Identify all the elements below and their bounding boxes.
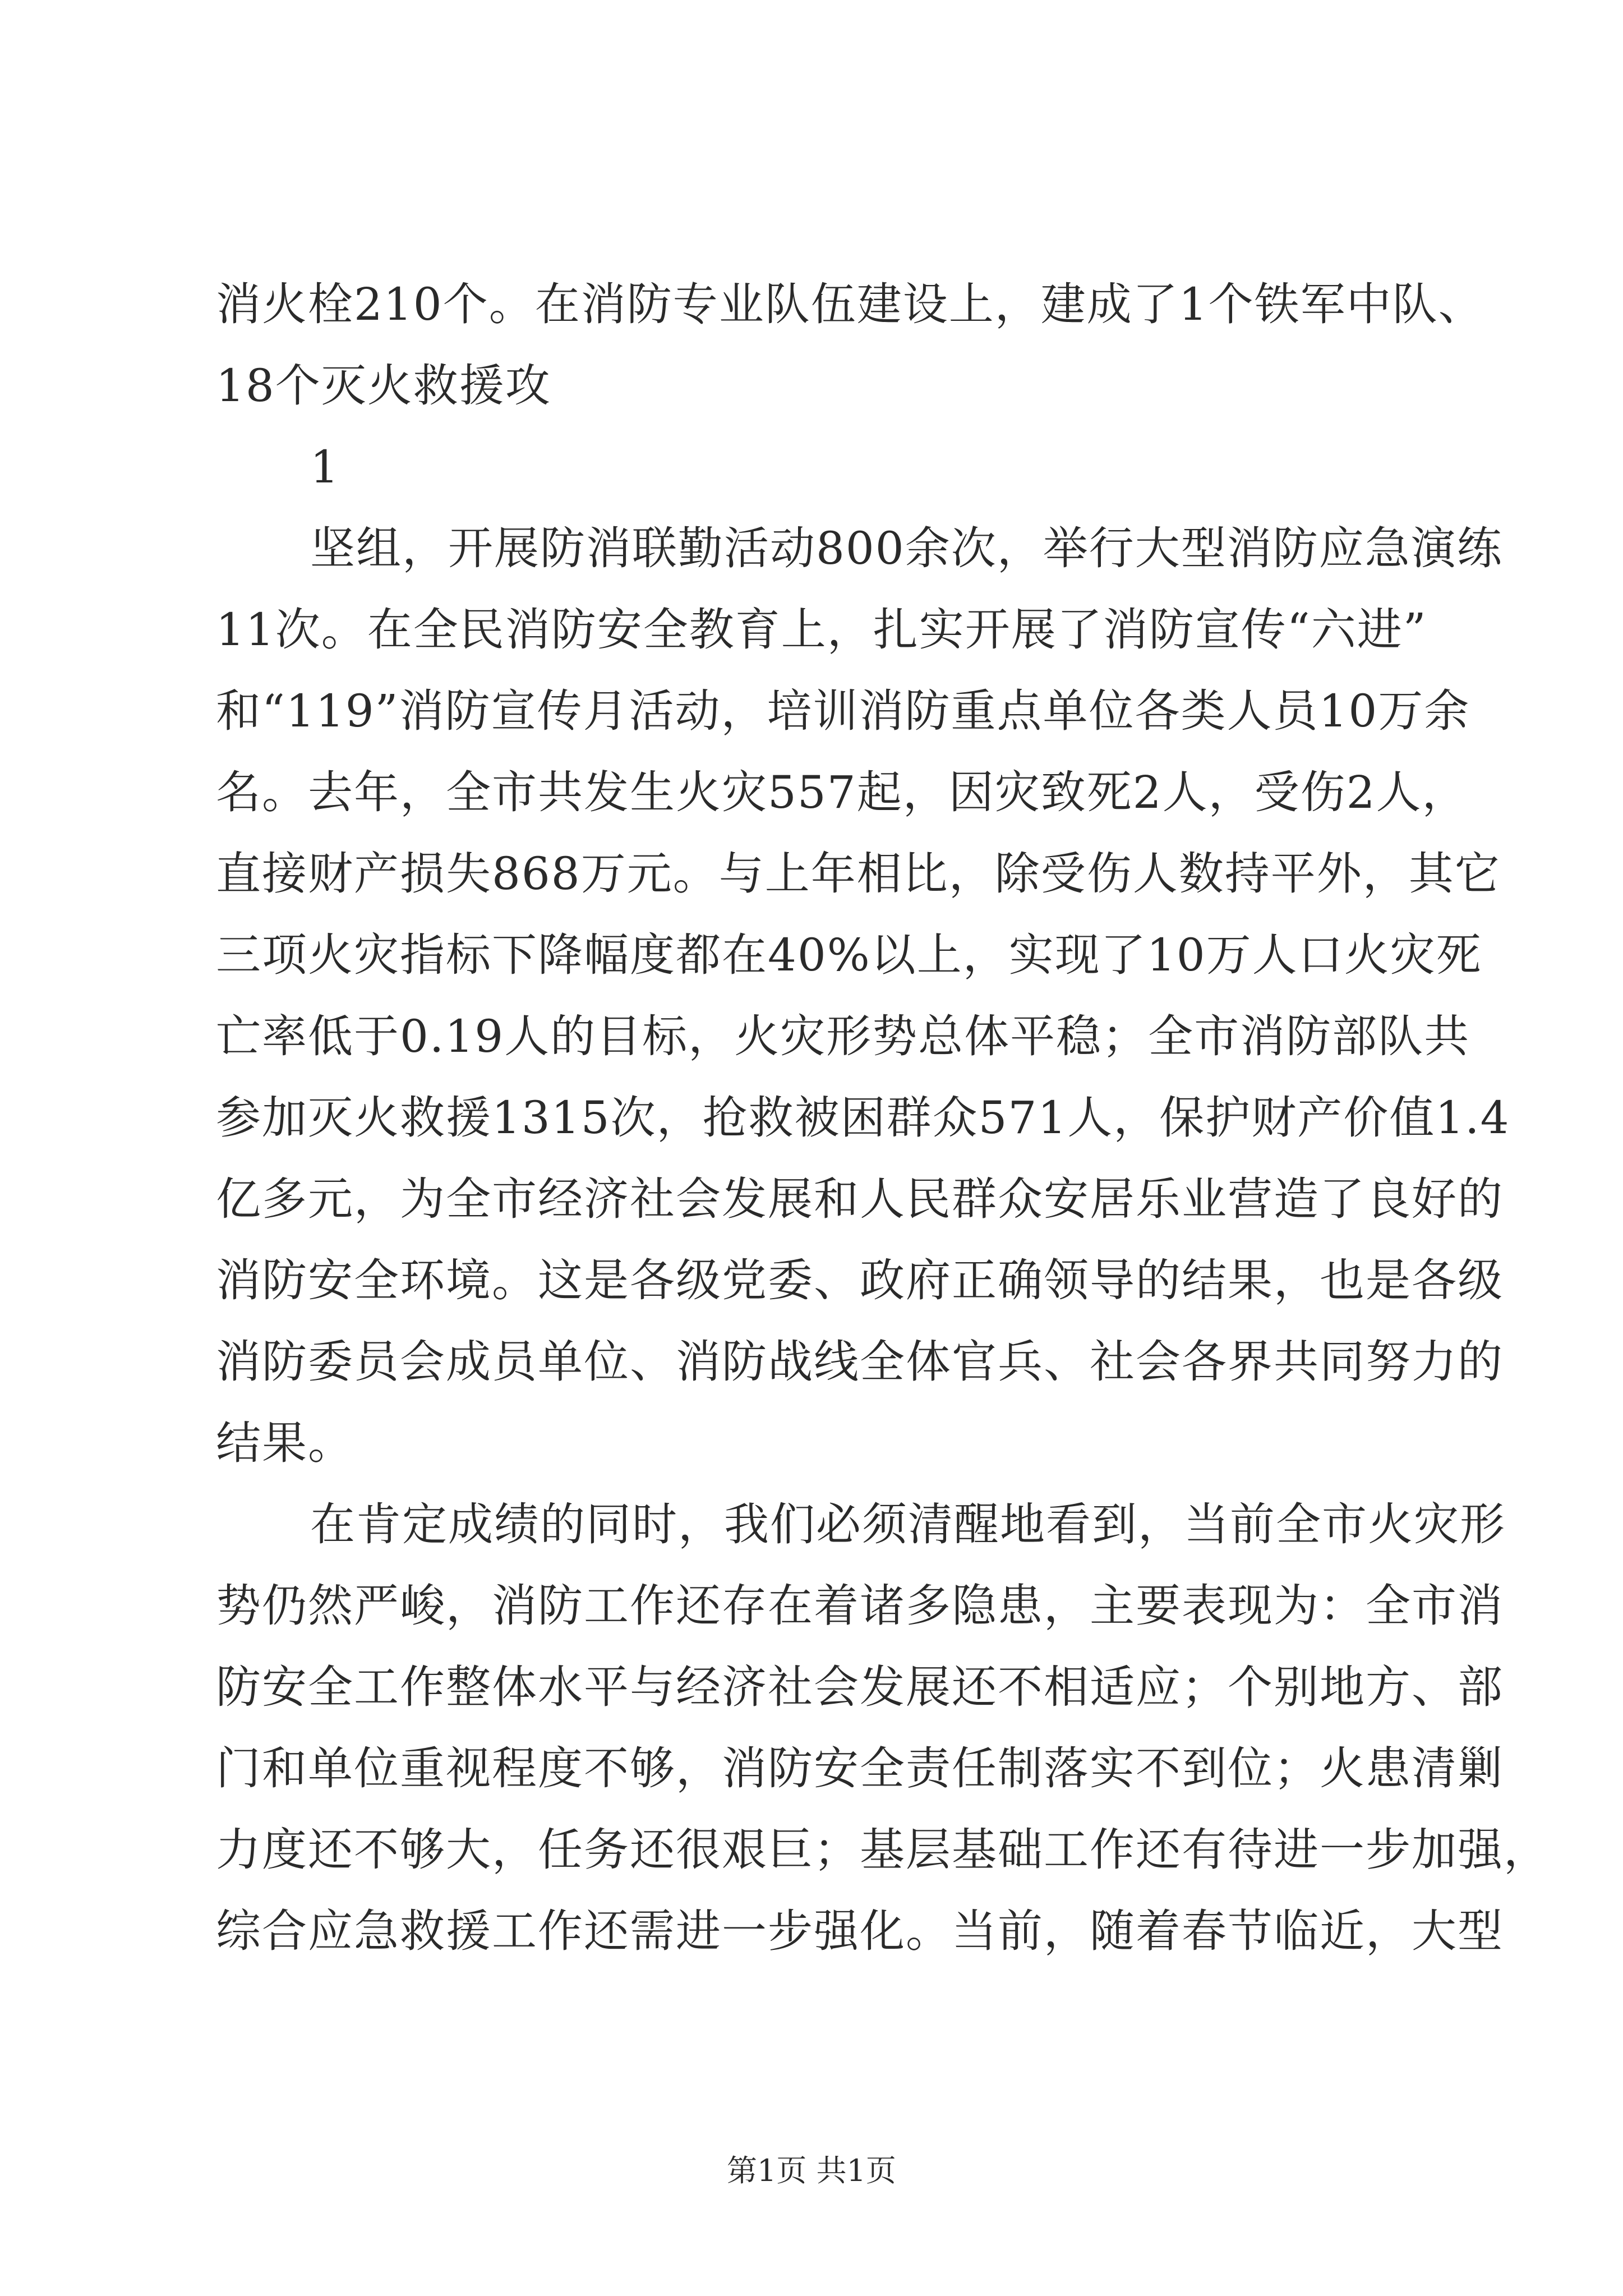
text-line: 势仍然严峻，消防工作还存在着诸多隐患，主要表现为：全市消	[216, 1580, 1504, 1632]
text-line: 消防委员会成员单位、消防战线全体官兵、社会各界共同努力的	[216, 1336, 1504, 1388]
text-line: 结果。	[216, 1417, 354, 1469]
text-line: 18个灭火救援攻	[216, 360, 551, 412]
text-line: 亿多元，为全市经济社会发展和人民群众安居乐业营造了良好的	[216, 1173, 1504, 1225]
text-line: 综合应急救援工作还需进一步强化。当前，随着春节临近，大型	[216, 1905, 1504, 1957]
document-body	[216, 264, 1550, 1972]
text-line: 直接财产损失868万元。与上年相比，除受伤人数持平外，其它	[216, 848, 1501, 900]
text-line: 亡率低于0.19人的目标，火灾形势总体平稳；全市消防部队共	[216, 1010, 1470, 1062]
page-indicator: 第1页 共1页	[727, 2153, 896, 2188]
text-line: 11次。在全民消防安全教育上，扎实开展了消防宣传“六进”	[216, 604, 1427, 656]
text-line: 门和单位重视程度不够，消防安全责任制落实不到位；火患清剿	[216, 1742, 1504, 1795]
text-line: 防安全工作整体水平与经济社会发展还不相适应；个别地方、部	[216, 1661, 1504, 1713]
text-line: 参加灭火救援1315次，抢救被困群众571人，保护财产价值1.4	[216, 1092, 1510, 1144]
text-line: 名。去年，全市共发生火灾557起，因灾致死2人，受伤2人，	[216, 766, 1468, 818]
page-number-marker: 1	[310, 441, 340, 493]
paragraph-start: 坚组，开展防消联勤活动800余次，举行大型消防应急演练	[310, 522, 1503, 574]
text-line: 力度还不够大，任务还很艰巨；基层基础工作还有待进一步加强，	[216, 1824, 1550, 1876]
text-line: 和“119”消防宣传月活动，培训消防重点单位各类人员10万余	[216, 685, 1470, 737]
text-line: 消防安全环境。这是各级党委、政府正确领导的结果，也是各级	[216, 1254, 1504, 1306]
paragraph-start: 在肯定成绩的同时，我们必须清醒地看到，当前全市火灾形	[310, 1498, 1506, 1550]
text-line: 消火栓210个。在消防专业队伍建设上，建成了1个铁军中队、	[216, 278, 1484, 330]
text-line: 三项火灾指标下降幅度都在40%以上，实现了10万人口火灾死	[216, 929, 1482, 981]
page-footer	[0, 2151, 1623, 2191]
